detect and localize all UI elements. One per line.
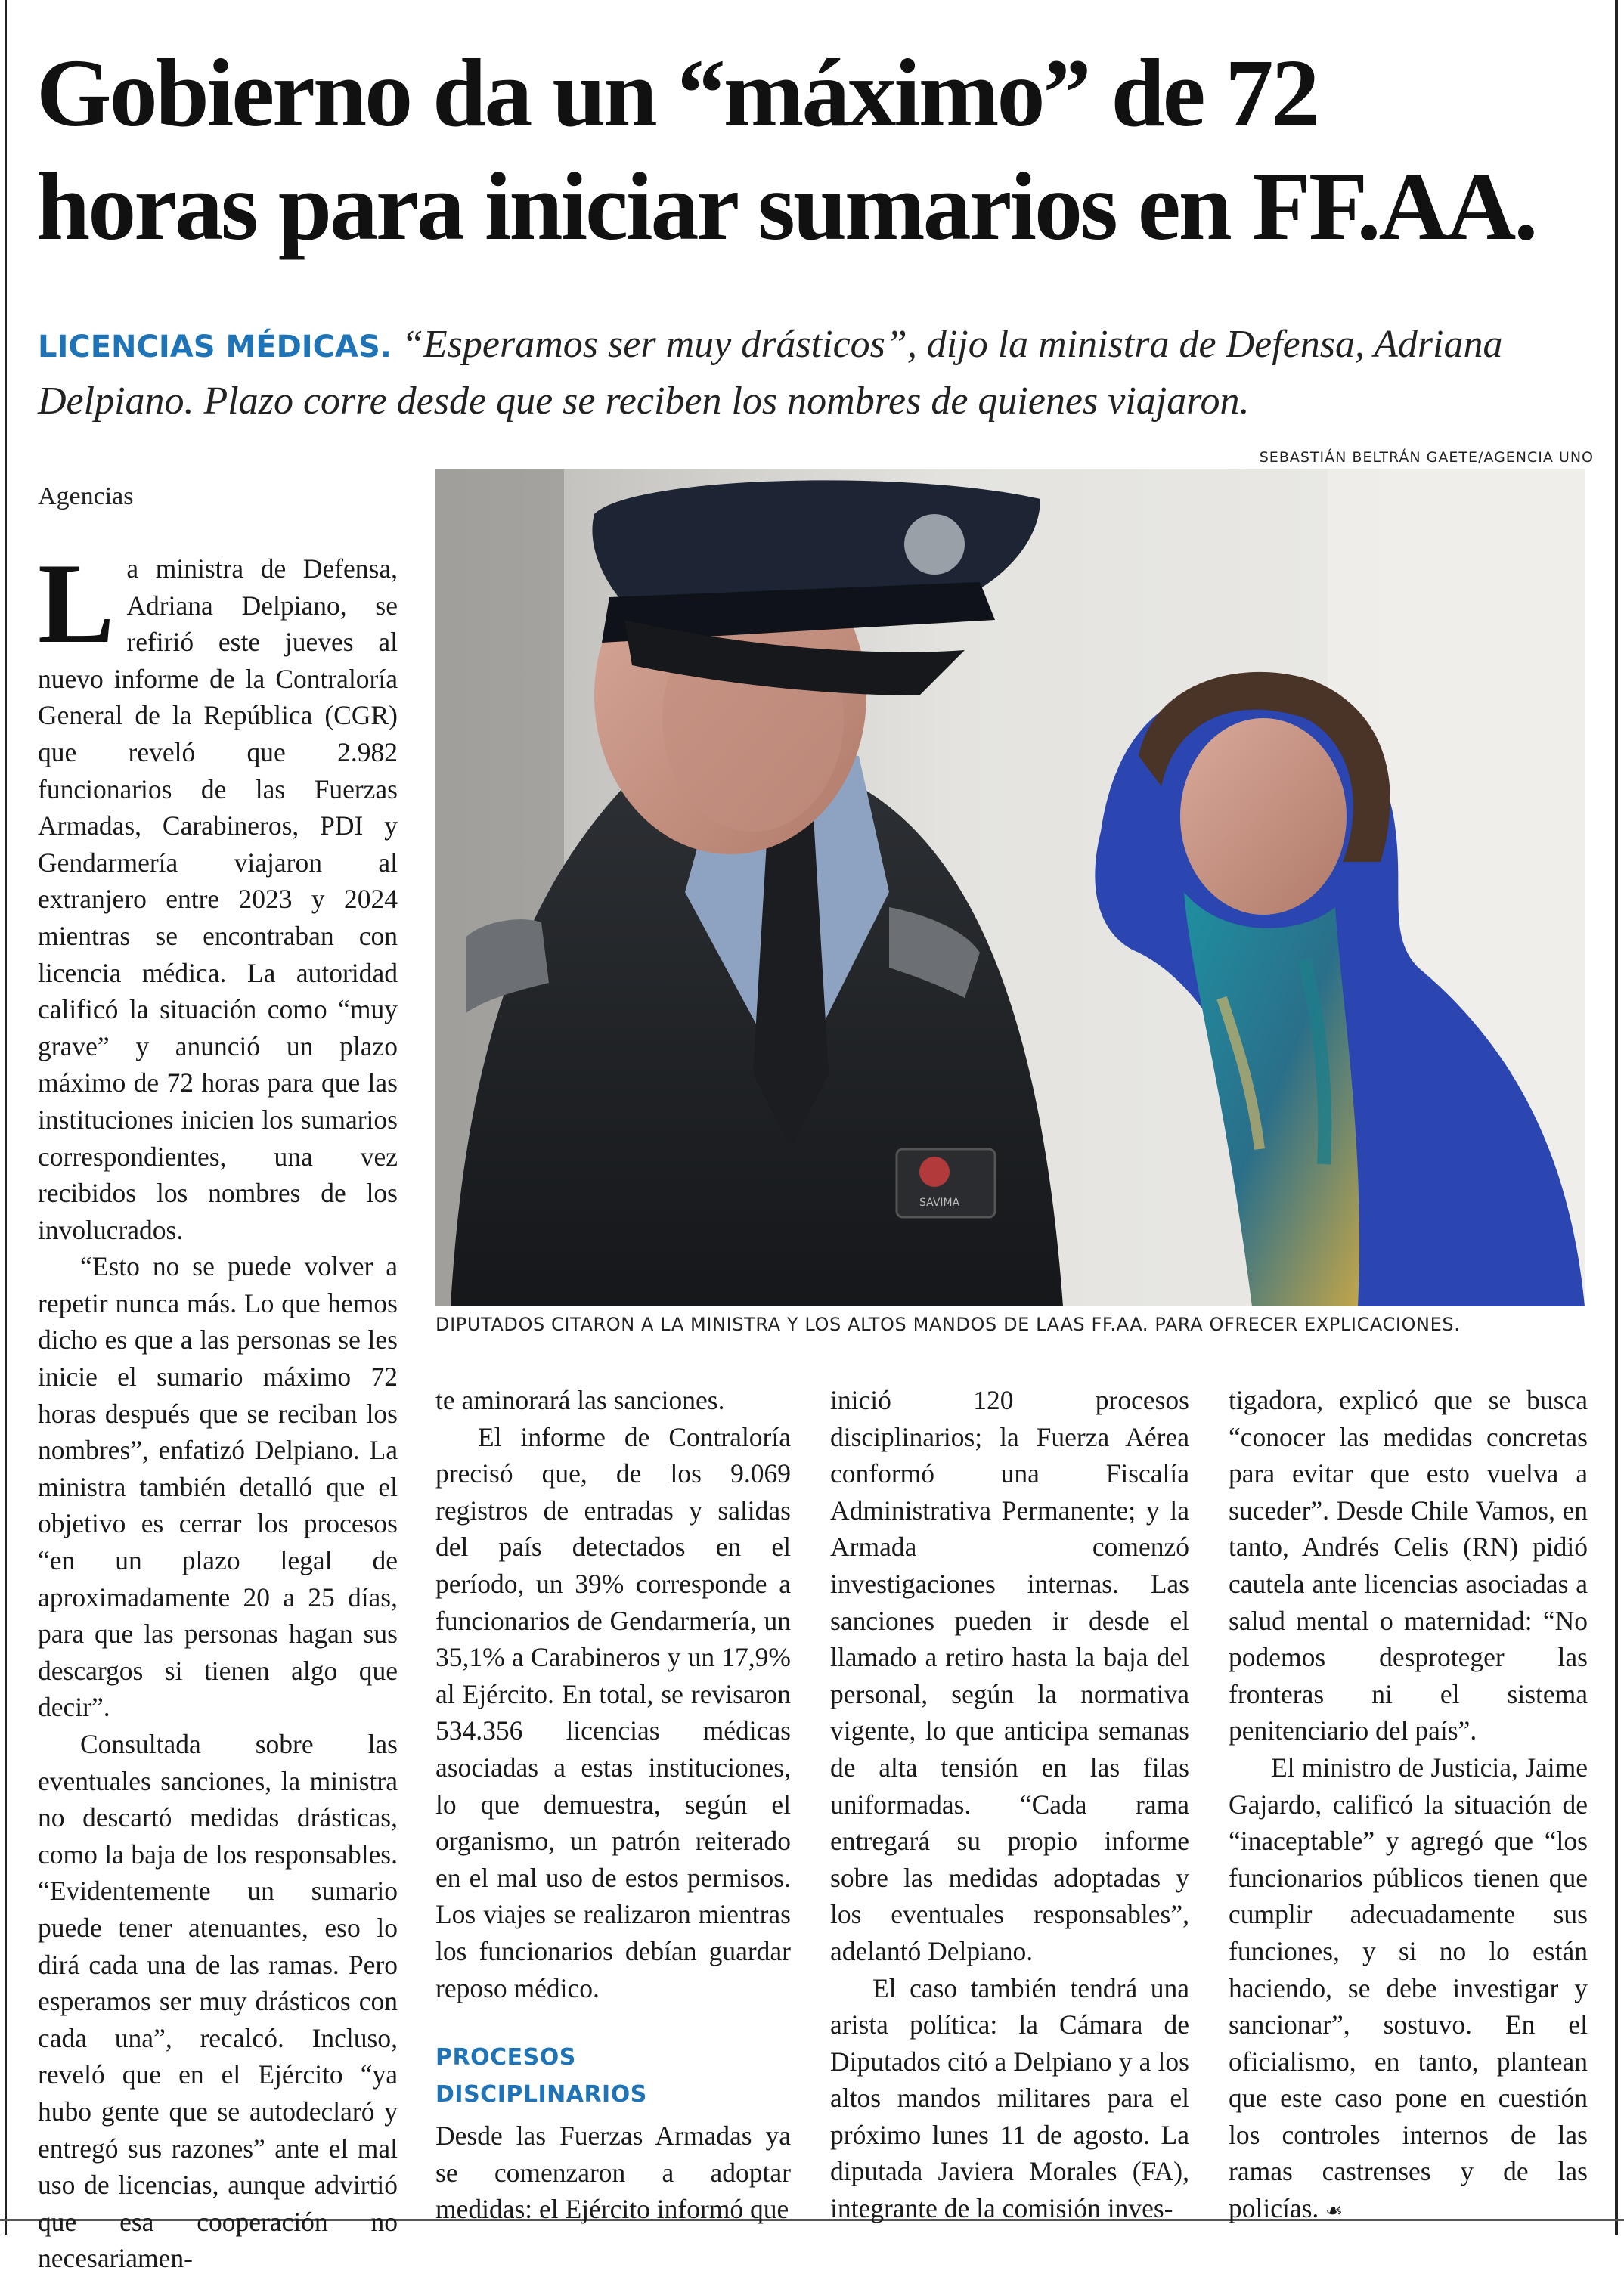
article-column-3 bbox=[830, 1382, 1189, 2227]
article-paragraph: Consultada sobre las eventuales sanciones, la ministra no descartó medidas drásticas, como la baja de los responsables. “Evidentemente un sumario puede tener atenuantes, eso lo dirá cada una de las ramas. Pero esperamos ser muy drásticos con cada una”, recalcó. Incluso, reveló que en el Ejército “ya hubo gente que se autodeclaró y entregó sus razones” ante el mal uso de licencias, aunque advirtió que esa cooperación no necesariamen- bbox=[38, 1729, 398, 2274]
deck-kicker: LICENCIAS MÉDICAS. bbox=[38, 330, 392, 364]
paragraph-text: El ministro de Justicia, Jaime Gajardo, calificó la situación de “inaceptable” y agregó que “los funcionarios públicos tienen que cumplir adecuadamente sus funciones, y si no lo están haciendo, se debe investigar y sancionar”, sostuvo. En el oficialismo, en tanto, plantean que este caso pone en cuestión los controles internos de las ramas castrenses y de las policías. bbox=[1229, 1752, 1588, 2224]
headline bbox=[36, 36, 1609, 263]
article-paragraph: te aminorará las sanciones. bbox=[435, 1385, 725, 1415]
patch-label: SAVIMA bbox=[919, 1197, 960, 1209]
article-column-4 bbox=[1229, 1382, 1588, 2230]
paragraph-text: a ministra de Defensa, Adriana Delpiano, se refirió este jueves al nuevo informe de la Contraloría General de la República (CGR) que reveló que 2.982 funcionarios de las Fuerzas Armadas, Carabineros, PDI y Gendarmería viajaron al extranjero entre 2023 y 2024 mientras se encontraban con licencia médica. La autoridad calificó la situación como “muy grave” y anunció un plazo máximo de 72 horas para que las instituciones inicien los sumarios correspondientes, una vez recibidos los nombres de los involucrados. bbox=[38, 553, 398, 1245]
article-paragraph: tigadora, explicó que se busca “conocer las medidas concretas para evitar que esto vuelva a suceder”. Desde Chile Vamos, en tanto, Andrés Celis (RN) pidió cautela ante licencias asociadas a salud mental o maternidad: “No podemos desproteger las fronteras ni el sistema penitenciario del país”. bbox=[1229, 1385, 1588, 1746]
right-border-rule bbox=[1615, 0, 1618, 2235]
article-paragraph: “Esto no se puede volver a repetir nunca más. Lo que hemos dicho es que a las personas se les inicie el sumario máximo 72 horas después que se reciban los nombres”, enfatizó Delpiano. La ministra también detalló que el objetivo es cerrar los procesos “en un plazo legal de aproximadamente 20 a 25 días, para que las personas hagan sus descargos si tienen algo que decir”. bbox=[38, 1251, 398, 1723]
news-photo bbox=[435, 469, 1585, 1306]
photo-caption: DIPUTADOS CITARON A LA MINISTRA Y LOS ALTOS MANDOS DE LAAS FF.AA. PARA OFRECER EXPLICACIONES. bbox=[435, 1314, 1461, 1335]
headline-line-1: Gobierno da un “máximo” de 72 bbox=[36, 39, 1318, 147]
article-paragraph bbox=[38, 540, 398, 1248]
article-paragraph: inició 120 procesos disciplinarios; la Fuerza Aérea conformó una Fiscalía Administrativa Permanente; y la Armada comenzó investigaciones internas. Las sanciones pueden ir desde el llamado a retiro hasta la baja del personal, según la normativa vigente, lo que anticipa semanas de alta tensión en las filas uniformadas. “Cada rama entregará su propio informe sobre las medidas adoptadas y los eventuales responsables”, adelantó Delpiano. bbox=[830, 1385, 1189, 1966]
byline: Agencias bbox=[38, 482, 134, 510]
left-border-rule bbox=[5, 0, 7, 2235]
drop-cap: L bbox=[38, 540, 115, 667]
article-paragraph: El informe de Contraloría precisó que, de los 9.069 registros de entradas y salidas del país detectados en el período, un 39% corresponde a funcionarios de Gendarmería, un 35,1% a Carabineros y un 17,9% al Ejército. En total, se revisaron 534.356 licencias médicas asociadas a estas instituciones, lo que demuestra, según el organismo, un patrón reiterado en el mal uso de estos permisos. Los viajes se realizaron mientras los funcionarios debían guardar reposo médico. bbox=[435, 1421, 791, 2003]
photo-credit: SEBASTIÁN BELTRÁN GAETE/AGENCIA UNO bbox=[1259, 449, 1594, 466]
section-subhead: PROCESOS DISCIPLINARIOS bbox=[435, 2044, 647, 2108]
article-paragraph: El caso también tendrá una arista política: la Cámara de Diputados citó a Delpiano y a los altos mandos militares para el próximo lunes 11 de agosto. La diputada Javiera Morales (FA), integrante de la comisión inves- bbox=[830, 1972, 1189, 2224]
article-paragraph: Desde las Fuerzas Armadas ya se comenzaron a adoptar medidas: el Ejército informó que bbox=[435, 2121, 791, 2225]
deck-text: “Esperamos ser muy drásticos”, dijo la ministra de Defensa, Adriana Delpiano. Plazo corre desde que se reciben los nombres de quienes viajaron. bbox=[38, 323, 1503, 423]
photo-illustration bbox=[435, 469, 1585, 1306]
end-mark-icon: ☙ bbox=[1325, 2200, 1344, 2223]
article-column-2 bbox=[435, 1382, 791, 2228]
deck bbox=[38, 318, 1610, 429]
article-paragraph bbox=[1229, 1749, 1588, 2230]
headline-line-2: horas para iniciar sumarios en FF.AA. bbox=[36, 153, 1536, 260]
article-column-1 bbox=[38, 540, 398, 2277]
